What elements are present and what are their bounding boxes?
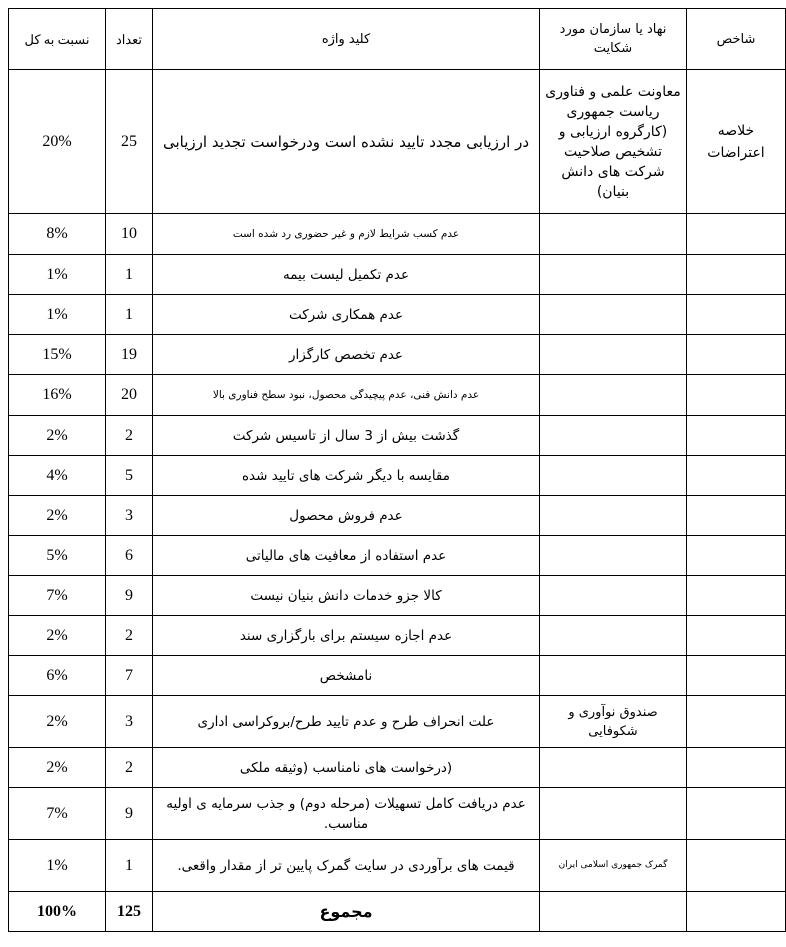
keyword-cell: عدم فروش محصول [153,496,540,536]
indicator-cell [687,576,786,616]
keyword-cell: عدم دانش فنی، عدم پیچیدگی محصول، نبود سطح فناوری بالا [153,375,540,416]
keyword-cell: نامشخص [153,656,540,696]
keyword-cell: عدم اجازه سیستم برای بارگزاری سند [153,616,540,656]
keyword-cell: عدم کسب شرایط لازم و غیر حضوری رد شده است [153,214,540,255]
indicator-cell [687,892,786,932]
header-row [9,9,786,70]
org-cell [540,892,687,932]
percent-cell: 1% [9,840,106,892]
table-row [9,840,786,892]
table-row [9,656,786,696]
indicator-cell [687,536,786,576]
table-row [9,375,786,416]
count-cell: 9 [106,788,153,840]
indicator-cell [687,416,786,456]
keyword-cell: علت انحراف طرح و عدم تایید طرح/بروکراسی اداری [153,696,540,748]
keyword-cell: عدم استفاده از معافیت های مالیاتی [153,536,540,576]
indicator-cell [687,375,786,416]
org-cell: گمرک جمهوری اسلامی ایران [540,840,687,892]
header-indicator: شاخص [687,9,786,70]
org-cell [540,788,687,840]
total-count-cell: 125 [106,892,153,932]
org-cell [540,375,687,416]
count-cell: 3 [106,696,153,748]
table-row [9,576,786,616]
keyword-cell: در ارزیابی مجدد تایید نشده است ودرخواست تجدید ارزیابی [153,70,540,214]
percent-cell: 16% [9,375,106,416]
header-percent: نسبت به کل [9,9,106,70]
keyword-cell: گذشت بیش از 3 سال از تاسیس شرکت [153,416,540,456]
count-cell: 2 [106,748,153,788]
percent-cell: 15% [9,335,106,375]
header-org: نهاد یا سازمان مورد شکایت [540,9,687,70]
table-row [9,456,786,496]
table-row [9,255,786,295]
total-row [9,892,786,932]
org-cell [540,456,687,496]
org-cell [540,416,687,456]
indicator-cell [687,656,786,696]
count-cell: 3 [106,496,153,536]
org-cell [540,536,687,576]
indicator-cell [687,748,786,788]
table-row [9,536,786,576]
percent-cell: 5% [9,536,106,576]
indicator-cell [687,295,786,335]
org-cell: صندوق نوآوری و شکوفایی [540,696,687,748]
count-cell: 20 [106,375,153,416]
table-row [9,616,786,656]
count-cell: 25 [106,70,153,214]
count-cell: 5 [106,456,153,496]
keyword-cell: عدم تخصص کارگزار [153,335,540,375]
indicator-cell [687,456,786,496]
count-cell: 9 [106,576,153,616]
keyword-cell: عدم دریافت کامل تسهیلات (مرحله دوم) و جذب سرمایه ی اولیه مناسب. [153,788,540,840]
keyword-cell: (درخواست های نامناسب (وثیقه ملکی [153,748,540,788]
table-row [9,748,786,788]
keyword-cell: کالا جزو خدمات دانش بنیان نیست [153,576,540,616]
org-cell [540,295,687,335]
table-row [9,214,786,255]
org-cell: معاونت علمی و فناوری ریاست جمهوری (کارگروه ارزیابی و تشخیص صلاحیت شرکت های دانش بنیان) [540,70,687,214]
count-cell: 1 [106,295,153,335]
keyword-cell: مقایسه با دیگر شرکت های تایید شده [153,456,540,496]
indicator-cell: خلاصه اعتراضات [687,70,786,214]
org-cell [540,214,687,255]
keyword-cell: عدم همکاری شرکت [153,295,540,335]
percent-cell: 2% [9,696,106,748]
percent-cell: 7% [9,788,106,840]
indicator-cell [687,335,786,375]
indicator-cell [687,255,786,295]
keyword-cell: قیمت های برآوردی در سایت گمرک پایین تر از مقدار واقعی. [153,840,540,892]
percent-cell: 6% [9,656,106,696]
count-cell: 10 [106,214,153,255]
percent-cell: 2% [9,416,106,456]
table-row [9,416,786,456]
table-row [9,295,786,335]
percent-cell: 20% [9,70,106,214]
complaints-table [8,8,786,932]
count-cell: 1 [106,255,153,295]
count-cell: 1 [106,840,153,892]
org-cell [540,335,687,375]
header-keyword: کلید واژه [153,9,540,70]
indicator-cell [687,616,786,656]
table-row [9,335,786,375]
keyword-cell: عدم تکمیل لیست بیمه [153,255,540,295]
percent-cell: 8% [9,214,106,255]
indicator-cell [687,696,786,748]
table-row [9,788,786,840]
indicator-cell [687,840,786,892]
percent-cell: 7% [9,576,106,616]
table-row [9,696,786,748]
count-cell: 2 [106,616,153,656]
indicator-cell [687,788,786,840]
percent-cell: 2% [9,616,106,656]
indicator-cell [687,214,786,255]
table-row [9,496,786,536]
table-row [9,70,786,214]
count-cell: 2 [106,416,153,456]
indicator-cell [687,496,786,536]
header-count: تعداد [106,9,153,70]
count-cell: 19 [106,335,153,375]
percent-cell: 4% [9,456,106,496]
total-percent-cell: 100% [9,892,106,932]
total-label-cell: مجموع [153,892,540,932]
org-cell [540,255,687,295]
percent-cell: 2% [9,748,106,788]
percent-cell: 2% [9,496,106,536]
count-cell: 6 [106,536,153,576]
percent-cell: 1% [9,255,106,295]
org-cell [540,616,687,656]
percent-cell: 1% [9,295,106,335]
count-cell: 7 [106,656,153,696]
org-cell [540,576,687,616]
org-cell [540,748,687,788]
org-cell [540,656,687,696]
org-cell [540,496,687,536]
